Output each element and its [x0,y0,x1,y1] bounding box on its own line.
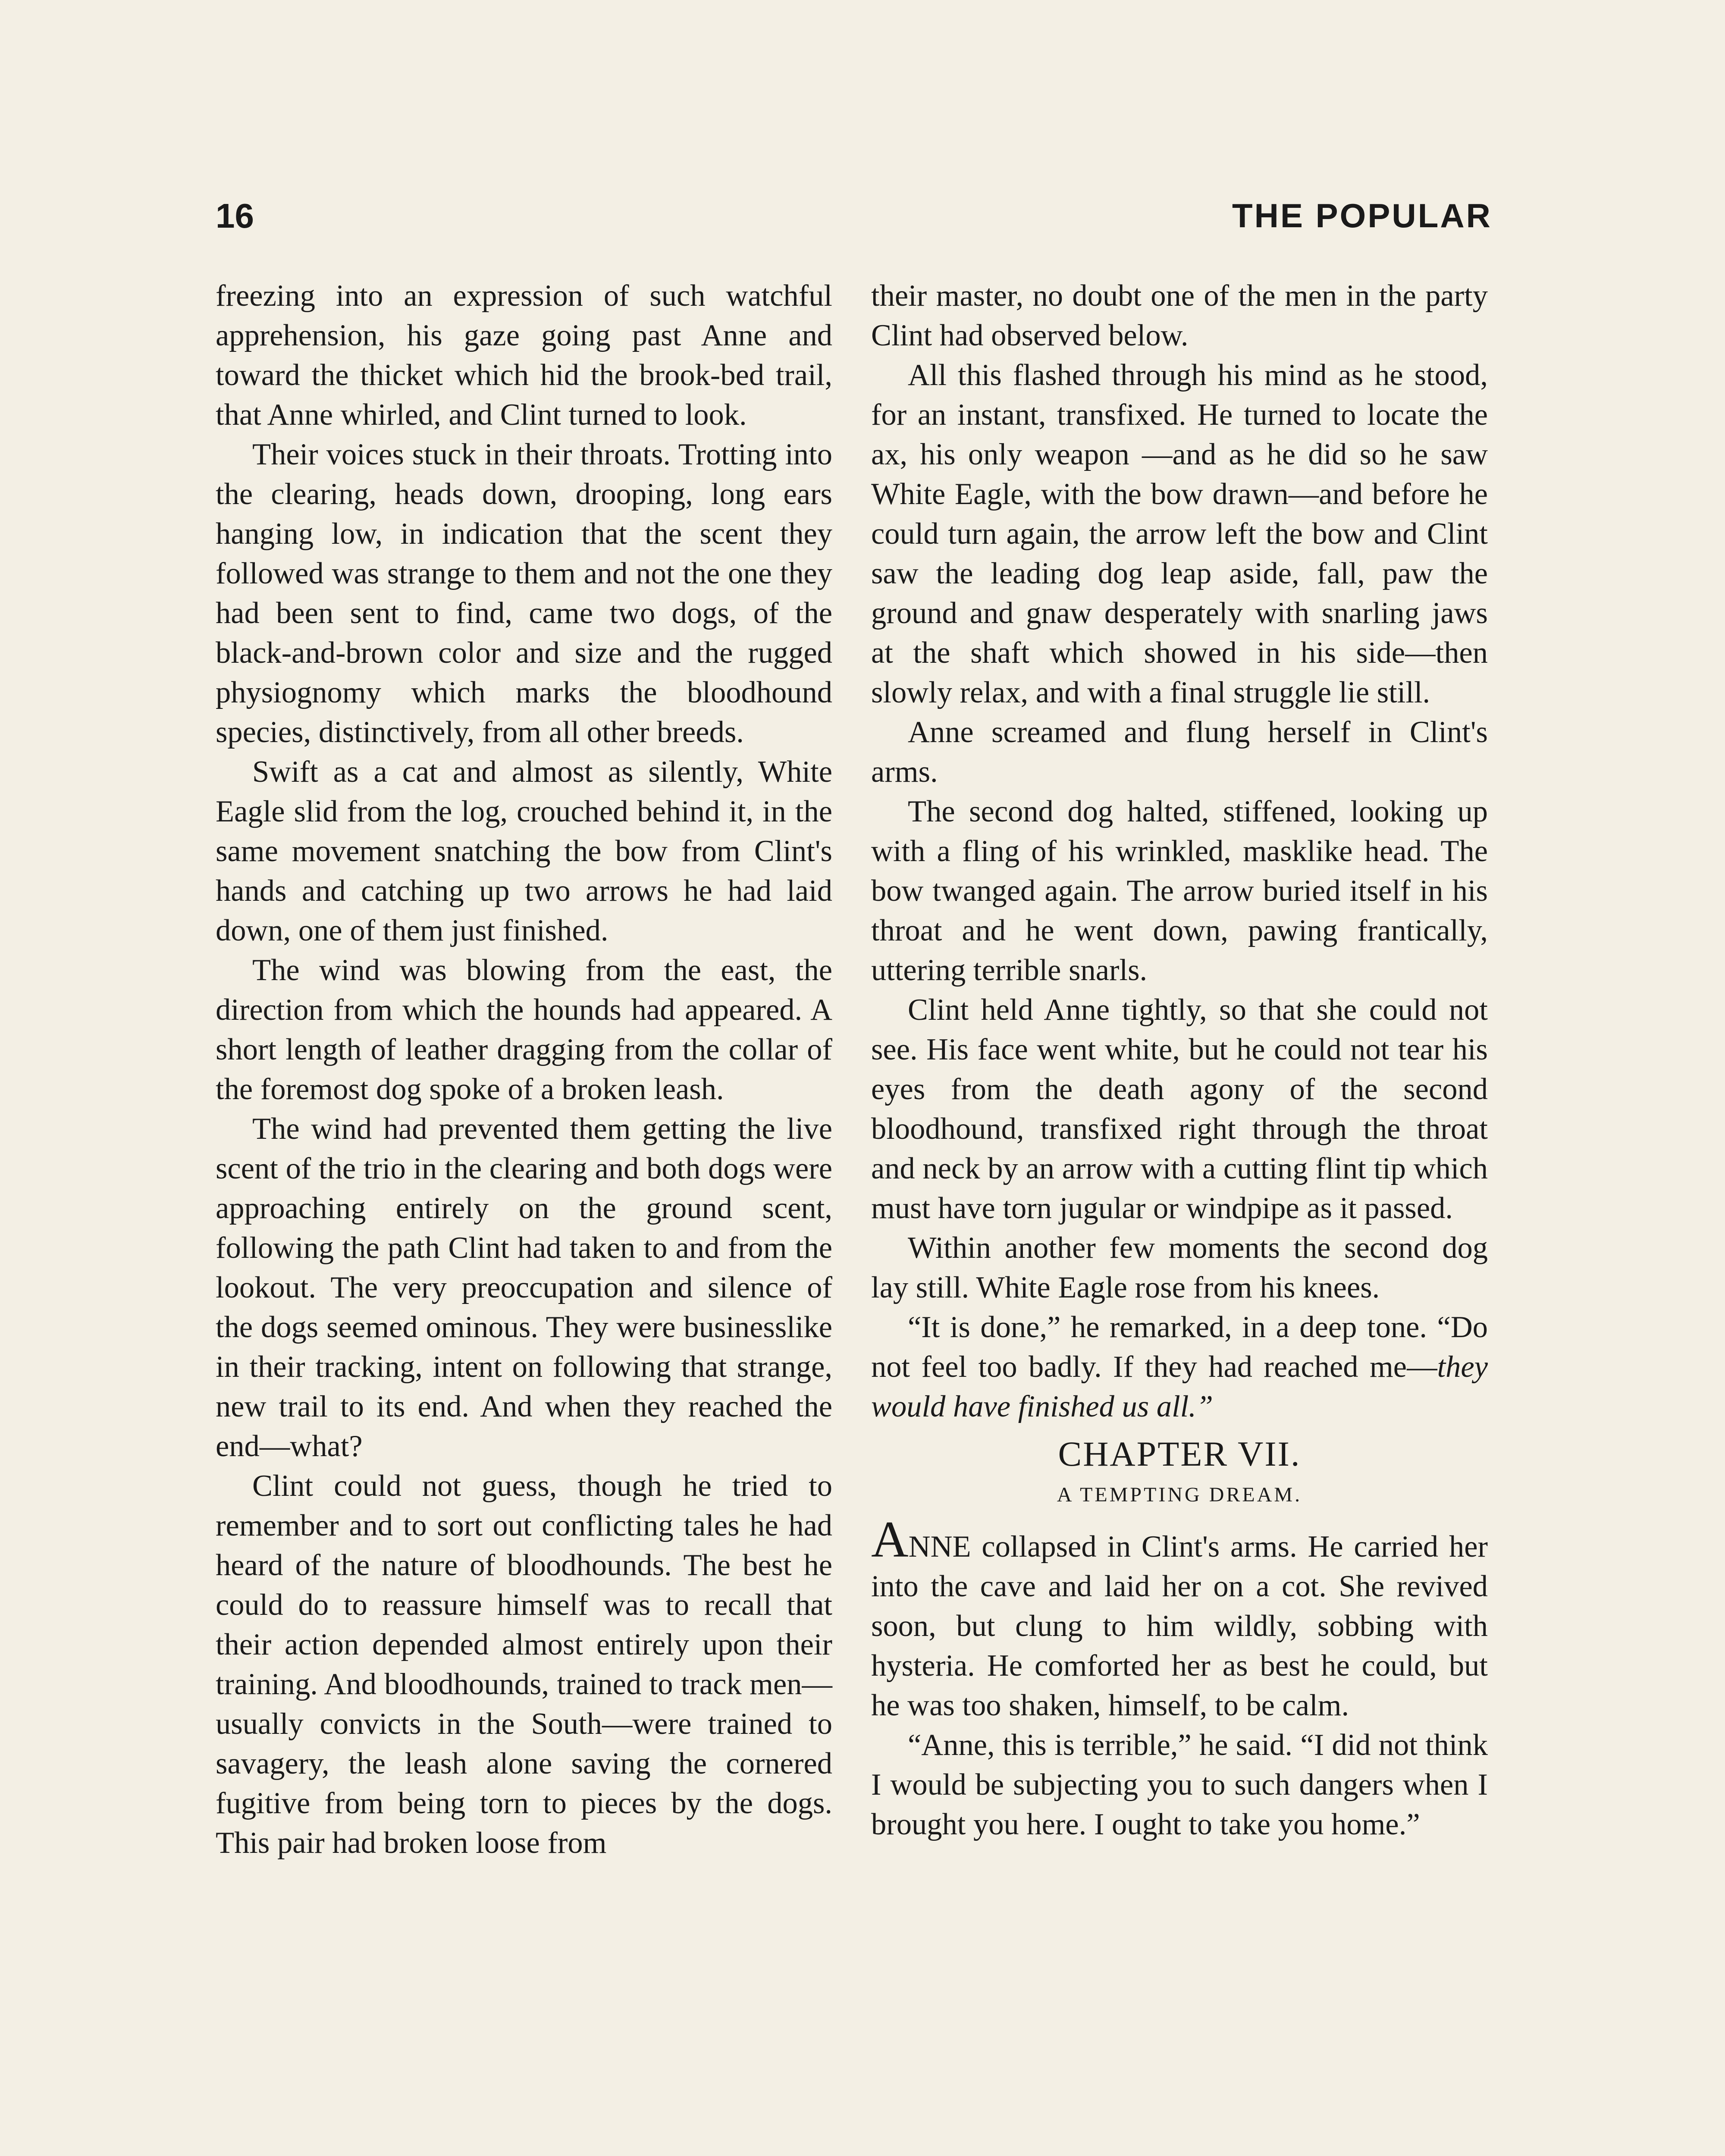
paragraph: The wind had prevented them getting the live scent of the trio in the clearing and both dogs were approaching entirely on the ground scent, following the path Clint had taken to and from the lookout. The very preoccupation and silence of the dogs seemed ominous. They were businesslike in their tracking, intent on following that strange, new trail to its end. And when they reached the end—what? [216,1112,832,1463]
page-number: 16 [216,197,254,235]
quote-plain: “It is done,” he remarked, in a deep tone. “Do not feel too badly. If they had reached me— [871,1310,1488,1384]
paragraph: “Anne, this is terrible,” he said. “I did not think I would be subjecting you to such dangers when I brought you here. I ought to take you home.” [871,1728,1488,1841]
running-title: THE POPULAR [1232,197,1492,235]
paragraph: Their voices stuck in their throats. Trotting into the clearing, heads down, drooping, long ears hanging low, in indication that the scent they followed was strange to them and not the one they had been sent to find, came two dogs, of the black-and-brown color and size and the rugged physiognomy which marks the bloodhound species, distinctively, from all other breeds. [216,438,832,749]
opening-text: NNE collapsed in Clint's arms. He carried her into the cave and laid her on a cot. She revived soon, but clung to him wildly, sobbing with hysteria. He comforted her as best he could, but he was too shaken, himself, to be calm. [871,1530,1488,1722]
paragraph: Within another few moments the second dog lay still. White Eagle rose from his knees. [871,1231,1488,1304]
right-column [871,276,1488,1844]
drop-cap: A [871,1510,909,1568]
paragraph: freezing into an expression of such watchful apprehension, his gaze going past Anne and toward the thicket which hid the brook-bed trail, that Anne whirled, and Clint turned to look. [216,279,832,432]
paragraph: The second dog halted, stiffened, looking up with a fling of his wrinkled, masklike head. The bow twanged again. The arrow buried itself in his throat and he went down, pawing frantically, uttering terrible snarls. [871,795,1488,987]
paragraph: their master, no doubt one of the men in the party Clint had observed below. [871,279,1488,352]
paragraph: Clint held Anne tightly, so that she could not see. His face went white, but he could not tear his eyes from the death agony of the second bloodhound, transfixed right through the throat and neck by an arrow with a cutting flint tip which must have torn jugular or windpipe as it passed. [871,993,1488,1225]
paragraph: Clint could not guess, though he tried to remember and to sort out conflicting tales he had heard of the nature of bloodhounds. The best he could do to reassure himself was to recall that their action depended almost entirely upon their training. And bloodhounds, trained to track men—usually convicts in the South—were trained to savagery, the leash alone saving the cornered fugitive from being torn to pieces by the dogs. This pair had broken loose from [216,1469,832,1860]
paragraph: The wind was blowing from the east, the direction from which the hounds had appeared. A short length of leather dragging from the collar of the foremost dog spoke of a broken leash. [216,953,832,1106]
chapter-opening-paragraph [871,1510,1488,1725]
chapter-title: CHAPTER VII. [1058,1434,1301,1473]
dialogue-paragraph [871,1307,1488,1426]
paragraph: Anne screamed and flung herself in Clint's arms. [871,715,1488,789]
paragraph: Swift as a cat and almost as silently, White Eagle slid from the log, crouched behind it, in the same movement snatching the bow from Clint's hands and catching up two arrows he had laid down, one of them just finished. [216,755,832,947]
left-column [216,276,832,1863]
quote-italic: they would have finished us all.” [871,1350,1488,1423]
paragraph: All this flashed through his mind as he stood, for an instant, transfixed. He turned to locate the ax, his only weapon —and as he did so he saw White Eagle, with the bow drawn—and before he could turn again, the arrow left the bow and Clint saw the leading dog leap aside, fall, paw the ground and gnaw desperately with snarling jaws at the shaft which showed in his side—then slowly relax, and with a final struggle lie still. [871,358,1488,709]
chapter-subtitle: A TEMPTING DREAM. [1057,1483,1302,1506]
page-header [216,196,1492,248]
